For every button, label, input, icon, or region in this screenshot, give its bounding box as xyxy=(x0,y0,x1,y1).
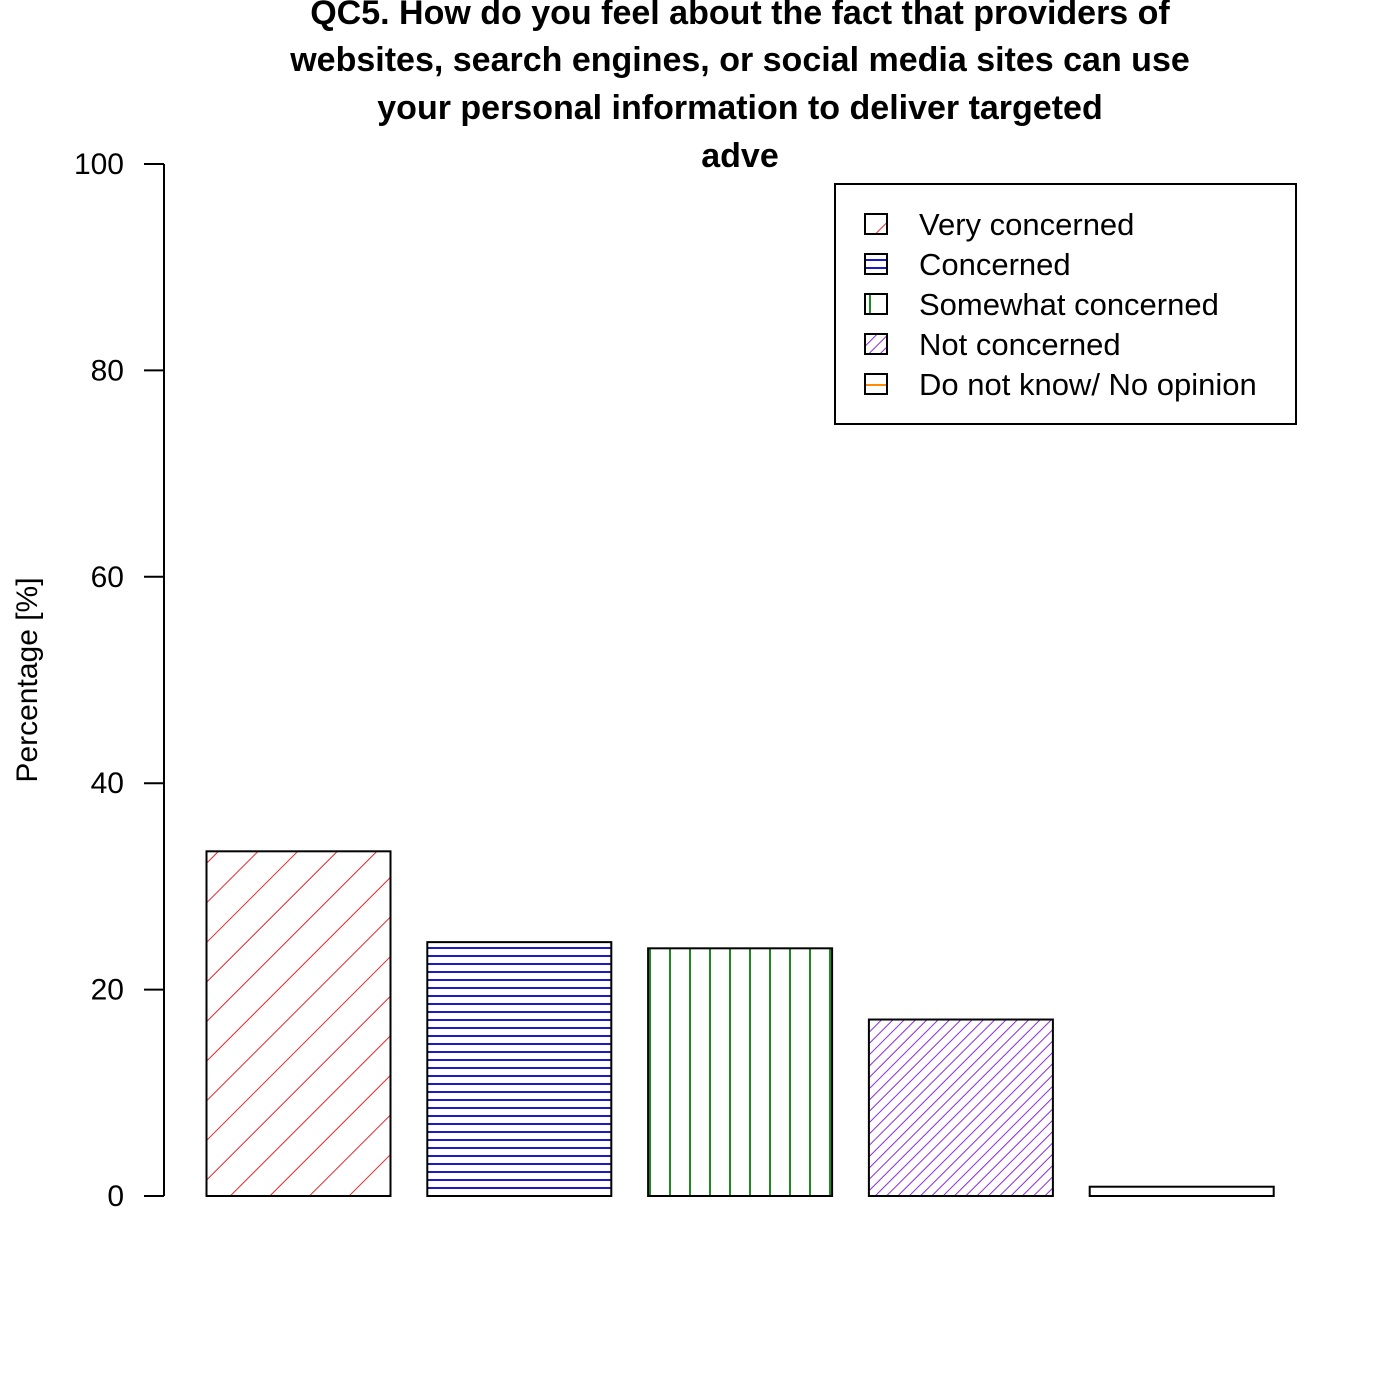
bar-somewhat-concerned xyxy=(648,948,832,1196)
chart-title-line: your personal information to deliver targeted xyxy=(377,89,1103,127)
legend-label: Do not know/ No opinion xyxy=(919,367,1257,402)
bar-not-concerned xyxy=(869,1020,1053,1196)
y-tick-label: 20 xyxy=(90,973,124,1007)
legend-swatch xyxy=(865,254,887,274)
bars-group xyxy=(207,851,1274,1196)
y-axis xyxy=(74,148,164,1213)
y-tick-label: 60 xyxy=(90,560,124,594)
legend-swatch xyxy=(865,334,887,354)
legend-label: Not concerned xyxy=(919,327,1121,362)
y-tick-label: 40 xyxy=(90,767,124,801)
legend-swatch xyxy=(865,214,887,234)
legend-swatch xyxy=(865,374,887,394)
legend-label: Very concerned xyxy=(919,207,1135,242)
y-tick-label: 0 xyxy=(107,1180,124,1213)
bar-concerned xyxy=(427,942,611,1196)
legend-swatch xyxy=(865,294,887,314)
bar-very-concerned xyxy=(207,851,391,1196)
y-tick-label: 80 xyxy=(90,354,124,388)
legend-label: Concerned xyxy=(919,247,1071,282)
chart-title-line: adve xyxy=(701,137,779,175)
y-tick-label: 100 xyxy=(73,148,124,181)
chart-title xyxy=(289,0,1190,175)
chart-title-line: QC5. How do you feel about the fact that providers of xyxy=(310,0,1170,32)
legend xyxy=(835,184,1296,424)
bar-do-not-know-no-opinion xyxy=(1090,1187,1274,1196)
legend-label: Somewhat concerned xyxy=(919,287,1219,322)
chart-title-line: websites, search engines, or social media sites can use xyxy=(290,41,1190,79)
y-axis-label: Percentage [%] xyxy=(11,577,44,783)
